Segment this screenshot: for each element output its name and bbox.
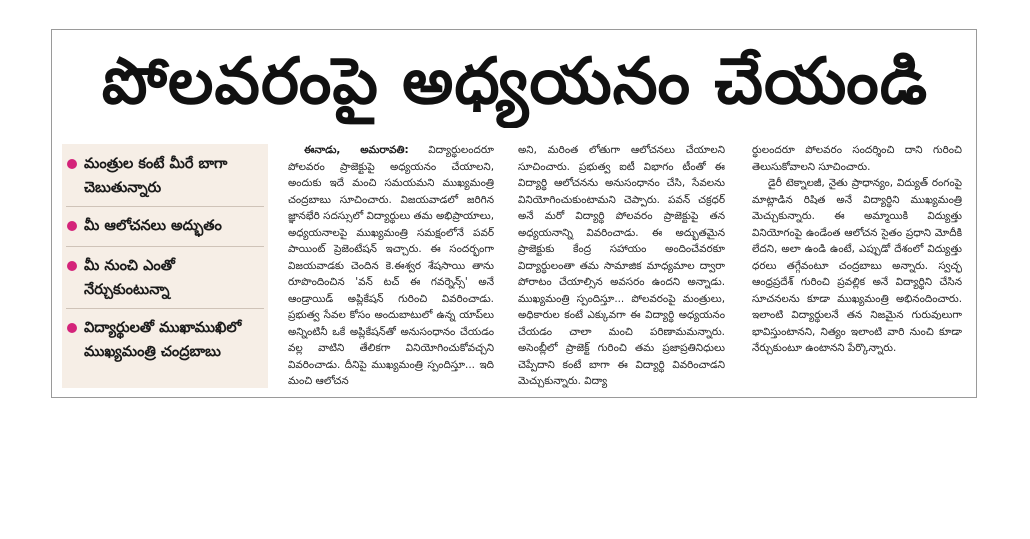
bullet-dot xyxy=(67,323,77,333)
bullet-dot xyxy=(67,261,77,271)
highlight-divider xyxy=(66,206,264,207)
article-text: అని, మరింత లోతుగా ఆలోచనలు చేయాలని సూచించారు. ప్రభుత్వ ఐటీ విభాగం టీంతో ఈ విద్యార్థి ఆలోచనను అనుసంధానం చేసి, సేవలను వినియోగించుకుంటామని చెప్పారు. పవన్ చక్రధర్ అనే మరో విద్యార్థి పోలవరం ప్రాజెక్టుపై తన అధ్యయనాన్ని వివరించాడు. ఈ అద్భుతమైన ప్రాజెక్టుకు కేంద్ర సహాయం అందించేవరకూ విద్యార్థులంతా తమ సామాజిక మాధ్యమాల ద్వారా పోరాటం చేయాల్సిన అవసరం ఉందని అన్నాడు. ముఖ్యమంత్రి స్పందిస్తూ... పోలవరంపై మంత్రులు, అధికారుల కంటే ఎక్కువగా ఈ విద్యార్థి అధ్యయనం చేయడం చాలా మంచి పరిణామమన్నారు. అసెంబ్లీలో ప్రాజెక్ట్ గురించి తమ ప్రజాప్రతినిధులు చెప్పేదాని కంటే బాగా ఈ విద్యార్థి వివరించాడని మెచ్చుకున్నారు. విద్యా xyxy=(518,144,725,387)
highlight-item xyxy=(62,314,268,388)
highlights-box xyxy=(62,144,268,388)
newspaper-clipping xyxy=(51,29,977,398)
article-column-3 xyxy=(752,142,962,392)
article-text: విద్యార్థులందరూ పోలవరం ప్రాజెక్టుపై అధ్యయనం చేయాలని, అందుకు ఇదే మంచి సమయమని ముఖ్యమంత్రి చంద్రబాబు సూచించారు. విజయవాడలో జరిగిన జ్ఞానభేరి సదస్సులో విద్యార్థులు తమ అభిప్రాయాలు, అధ్యయనాలపై ముఖ్యమంత్రి సమక్షంలోనే పవర్ పాయింట్ ప్రెజెంటేషన్ ఇచ్చారు. ఈ సందర్భంగా విజయవాడకు చెందిన కె.ఈశ్వర శేషసాయి తాను రూపొందించిన 'వన్ టచ్ ఈ గవర్నెన్స్' అనే ఆండ్రాయిడ్ అప్లికేషన్ గురించి వివరించాడు. ప్రభుత్వ సేవల కోసం అందుబాటులో ఉన్న యాప్‌లు అన్నింటినీ ఒకే అప్లికేషన్‌తో అనుసంధానం చేయడం వల్ల వాటిని తేలికగా వినియోగించుకోవచ్చని వివరించాడు. దీనిపై ముఖ్యమంత్రి స్పందిస్తూ... ఇది మంచి ఆలోచన xyxy=(288,144,494,387)
highlight-divider xyxy=(66,246,264,247)
highlight-item xyxy=(62,252,268,304)
dateline: ఈనాడు, అమరావతి: xyxy=(304,144,409,156)
article-column-2 xyxy=(518,142,725,392)
highlight-text: విద్యార్థులతో ముఖాముఖిలో ముఖ్యమంత్రి చంద్రబాబు xyxy=(84,320,242,360)
bullet-dot xyxy=(67,221,77,231)
article-paragraph: డైరీ టెక్నాలజీ, నైతు ప్రాధాన్యం, విద్యుత్ రంగంపై మాట్లాడిన రిషిత అనే విద్యార్థిని ముఖ్యమంత్రి మెచ్చుకున్నారు. ఈ అమ్మాయికి విద్యుత్తు వినియోగంపై ఉండేంత ఆలోచన సైతం ప్రధాని మోదీకి లేదని, అలా ఉండి ఉంటే, ఎప్పుడో దేశంలో విద్యుత్తు ధరలు తగ్గేవంటూ చంద్రబాబు అన్నారు. స్వచ్ఛ ఆంధ్రప్రదేశ్ గురించి ప్రవల్లిక అనే విద్యార్థిని చేసిన సూచనలను కూడా ముఖ్యమంత్రి అభినందించారు. ఇలాంటి విద్యార్థులనే తన నిజమైన గురువులుగా భావిస్తుంటానని, నిత్యం ఇలాంటి వారి నుంచి కూడా నేర్చుకుంటూ ఉంటానని పేర్కొన్నారు. xyxy=(752,177,962,354)
article-column-1 xyxy=(288,142,494,392)
headline: పోలవరంపై అధ్యయనం చేయండి xyxy=(101,45,929,119)
highlight-item xyxy=(62,150,268,202)
highlight-text: మంత్రుల కంటే మీరే బాగా చెబుతున్నారు xyxy=(84,156,228,196)
highlight-divider xyxy=(66,308,264,309)
highlight-text: మీ నుంచి ఎంతో నేర్చుకుంటున్నా xyxy=(84,258,175,298)
bullet-dot xyxy=(67,159,77,169)
highlight-item xyxy=(62,212,268,242)
article-paragraph: ర్థులందరూ పోలవరం సందర్శించి దాని గురించి తెలుసుకోవాలని సూచించారు. xyxy=(752,144,962,173)
highlight-text: మీ ఆలోచనలు అద్భుతం xyxy=(84,218,222,234)
